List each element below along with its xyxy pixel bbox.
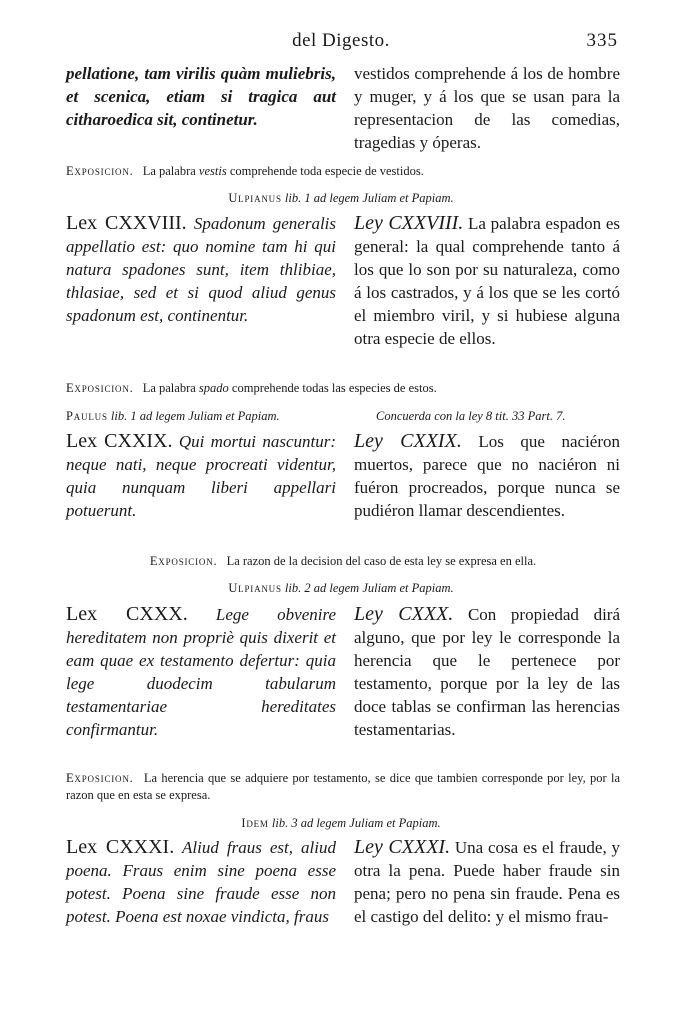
latin-text: Aliud fraus est, aliud poena. Fraus enim sine poena esse potest. Poena sine fraude esse non potest. Poena est noxae vindicta, fraus <box>66 838 336 926</box>
citation-3 <box>0 580 682 596</box>
law-number-spanish: Ley CXXX. <box>354 603 454 625</box>
exposicion-term: vestis <box>198 164 227 178</box>
exposicion-3 <box>66 553 620 570</box>
citation-author: Paulus <box>66 409 108 423</box>
exposicion-text: La herencia que se adquiere por testamento, se dice que tambien corresponde por ley, por la razon que en esta se expresa. <box>66 771 621 802</box>
running-title: del Digesto. <box>292 30 390 51</box>
latin-text: Lege obvenire hereditatem non propriè quis dixerit et eam quae ex testamento defertur: quia lege duodecim tabularum testamentariae hereditates confirmantur. <box>66 605 337 739</box>
law-number-latin: Lex CXXX. <box>66 603 188 625</box>
citation-2-left <box>66 408 280 424</box>
spanish-law-130 <box>354 603 620 741</box>
exposicion-1 <box>66 163 620 180</box>
law-number-latin: Lex CXXVIII. <box>66 212 187 234</box>
law-number-spanish: Ley CXXVIII. <box>354 212 464 234</box>
citation-1 <box>0 190 682 206</box>
law-131 <box>66 836 620 956</box>
exposicion-2 <box>66 380 620 397</box>
citation-source: lib. 1 ad legem Juliam et Papiam. <box>110 409 280 423</box>
latin-text: Spadonum generalis appellatio est: quo nomine tam hi qui natura spadones sunt, item thlibiae, thlasiae, sed et si quod aliud genus spadonum est, continentur. <box>66 214 337 325</box>
spanish-continuation: vestidos comprehende á los de hombre y muger, y á los que se usan para la representacion de las comedias, tragedias y óperas. <box>354 64 620 152</box>
spanish-text: Con propiedad dirá alguno, que por ley le corresponde la herencia que le pertenece por testamento, porque por la ley de las doce tablas se confirman las herencias testamentarias. <box>354 605 620 739</box>
page-number: 335 <box>586 30 618 51</box>
citation-4 <box>0 815 682 831</box>
exposicion-label: Exposicion. <box>66 164 134 178</box>
exposicion-text: La palabra <box>142 381 196 395</box>
citation-author: Ulpianus <box>228 581 282 595</box>
latin-law-131 <box>66 836 336 928</box>
exposicion-4 <box>66 770 620 804</box>
citation-source: lib. 3 ad legem Juliam et Papiam. <box>271 816 441 830</box>
exposicion-label: Exposicion. <box>149 554 218 568</box>
latin-continuation: pellatione, tam virilis quàm muliebris, et scenica, etiam si tragica aut citharoedica sit, continetur. <box>66 64 336 129</box>
spanish-law-131 <box>354 836 620 928</box>
citation-source: lib. 1 ad legem Juliam et Papiam. <box>284 191 454 205</box>
citation-source: lib. 2 ad legem Juliam et Papiam. <box>284 581 454 595</box>
exposicion-term: spado <box>198 381 229 395</box>
spanish-text: Una cosa es el fraude, y otra la pena. Puede haber fraude sin pena; pero no pena sin fraude. Pena es el castigo del delito: y el mismo frau- <box>354 838 621 926</box>
law-128 <box>66 212 620 372</box>
law-number-spanish: Ley CXXIX. <box>354 430 462 452</box>
law-number-latin: Lex CXXIX. <box>66 430 173 452</box>
law-number-spanish: Ley CXXXI. <box>354 836 451 858</box>
law-130 <box>66 603 620 763</box>
spanish-law-129 <box>354 430 620 522</box>
exposicion-label: Exposicion. <box>66 771 134 785</box>
citation-author: Ulpianus <box>228 191 282 205</box>
exposicion-text: La razon de la decision del caso de esta ley se expresa en ella. <box>226 554 537 568</box>
latin-law-128 <box>66 212 336 327</box>
spanish-text: La palabra espadon es general: la qual comprehende tanto á los que lo son por su naturaleza, como á los castrados, y á los que se les cortó el miembro viril, y si hubiese alguna otra especie de ellos. <box>354 214 620 348</box>
exposicion-label: Exposicion. <box>66 381 134 395</box>
latin-law-130 <box>66 603 336 741</box>
spanish-text: Los que naciéron muertos, parece que no naciéron ni fuéron procreados, porque nunca se pudiéron llamar descendientes. <box>354 432 620 520</box>
exposicion-text: comprehende toda especie de vestidos. <box>229 164 424 178</box>
citation-2-right: Concuerda con la ley 8 tit. 33 Part. 7. <box>376 409 566 423</box>
exposicion-text: comprehende todas las especies de estos. <box>231 381 437 395</box>
spanish-law-128 <box>354 212 620 350</box>
latin-text: Qui mortui nascuntur: neque nati, neque procreati videntur, quia nunquam liberi appellari potuerunt. <box>66 432 336 520</box>
citation-author: Idem <box>241 816 269 830</box>
law-number-latin: Lex CXXXI. <box>66 836 175 858</box>
latin-law-129 <box>66 430 336 522</box>
law-129 <box>66 430 620 545</box>
exposicion-text: La palabra <box>142 164 196 178</box>
continuation-block <box>66 62 620 156</box>
